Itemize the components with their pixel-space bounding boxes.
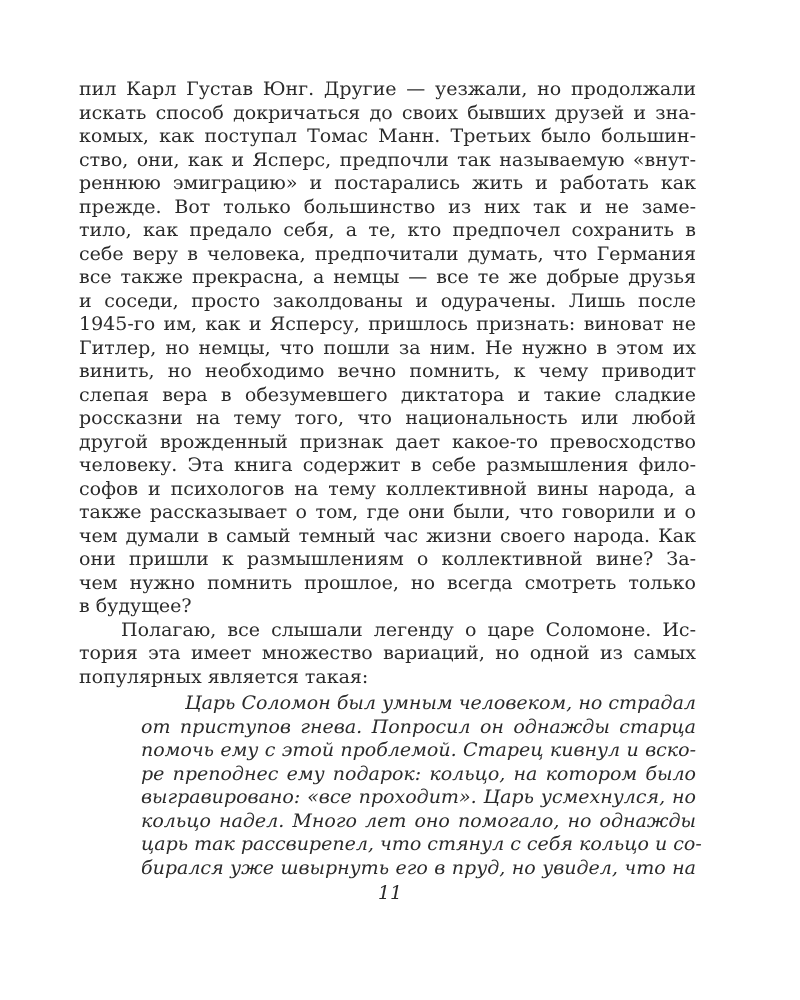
text-line: комых, как поступал Томас Манн. Третьих было большин- <box>79 125 696 147</box>
text-line: тило, как предало себя, а те, кто предпочел сохранить в <box>79 219 696 241</box>
quote-line: от приступов гнева. Попросил он однажды старца <box>141 715 696 738</box>
quote-line: ре преподнес ему подарок: кольцо, на котором было <box>141 762 696 785</box>
text-line: 1945-го им, как и Ясперсу, пришлось признать: виноват не <box>79 313 696 335</box>
text-line: популярных является такая: <box>79 665 369 688</box>
quote-line: выгравировано: «все проходит». Царь усмехнулся, но <box>141 786 696 808</box>
text-line: все также прекрасна, а немцы — все те же добрые друзья <box>79 266 696 288</box>
text-line: другой врожденный признак дает какое-то превосходство <box>79 430 696 453</box>
text-line: и соседи, просто заколдованы и одурачены. Лишь после <box>79 289 696 312</box>
text-line: человеку. Эта книга содержит в себе размышления фило- <box>79 454 696 476</box>
quote-line: помочь ему с этой проблемой. Старец кивнул и вско- <box>141 739 696 761</box>
text-line: Гитлер, но немцы, что пошли за ним. Не нужно в этом их <box>79 336 696 359</box>
text-line: чем думали в самый темный час жизни своего народа. Как <box>79 524 696 547</box>
quote-line: Царь Соломон был умным человеком, но страдал <box>185 692 696 714</box>
text-line: также рассказывает о том, где они были, что говорили и о <box>79 501 696 523</box>
text-line: в будущее? <box>79 595 192 617</box>
text-line: чем нужно помнить прошлое, но всегда смотреть только <box>79 571 696 594</box>
text-line: Полагаю, все слышали легенду о царе Соломоне. Ис- <box>121 618 696 641</box>
text-line: софов и психологов на тему коллективной вины народа, а <box>79 477 696 500</box>
page-number: 11 <box>377 882 403 904</box>
text-line: слепая вера в обезумевшего диктатора и такие сладкие <box>79 383 696 406</box>
text-line: себе веру в человека, предпочитали думать, что Германия <box>79 242 696 265</box>
quote-line: кольцо надел. Много лет оно помогало, но однажды <box>141 809 696 832</box>
text-line: они пришли к размышлениям о коллективной вине? За- <box>79 548 696 570</box>
text-line: пил Карл Густав Юнг. Другие — уезжали, но продолжали <box>79 78 696 100</box>
text-line: россказни на тему того, что национальность или любой <box>79 407 696 429</box>
text-line: ство, они, как и Ясперс, предпочли так называемую «внут- <box>79 148 696 171</box>
quote-line: царь так рассвирепел, что стянул с себя кольцо и со- <box>141 833 702 855</box>
text-line: реннюю эмиграцию» и постарались жить и работать как <box>79 172 696 194</box>
text-line: тория эта имеет множество вариаций, но одной из самых <box>79 642 696 664</box>
body-text <box>79 78 696 689</box>
text-line: искать способ докричаться до своих бывших друзей и зна- <box>79 101 696 124</box>
text-line: винить, но необходимо вечно помнить, к чему приводит <box>79 360 696 382</box>
block-quote <box>141 692 702 880</box>
quote-line: бирался уже швырнуть его в пруд, но увидел, что на <box>141 856 696 879</box>
text-line: прежде. Вот только большинство из них так и не заме- <box>79 195 696 218</box>
